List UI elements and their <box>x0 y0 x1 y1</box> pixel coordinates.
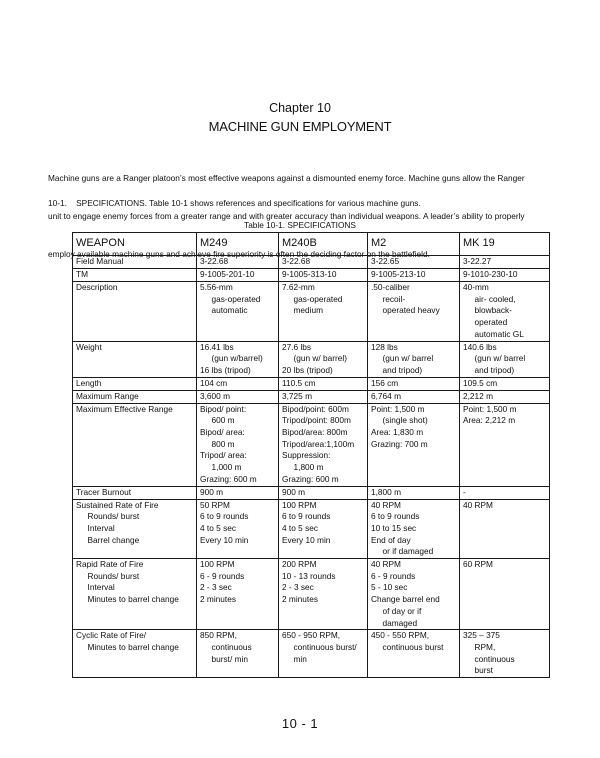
table-cell: 450 - 550 RPM, continuous burst <box>368 630 460 678</box>
table-cell: 3-22.65 <box>368 256 460 269</box>
table-cell: 40 RPM <box>460 499 550 559</box>
table-cell: 40 RPM 6 to 9 rounds 10 to 15 sec End of day or if damaged <box>368 499 460 559</box>
table-cell: 50 RPM 6 to 9 rounds 4 to 5 sec Every 10 min <box>197 499 279 559</box>
chapter-label: Chapter 10 <box>269 101 331 115</box>
table-cell: 1,800 m <box>368 486 460 499</box>
table-cell: 16.41 lbs (gun w/barrel) 16 lbs (tripod) <box>197 341 279 377</box>
table-cell: Bipod/ point: 600 m Bipod/ area: 800 m Tripod/ area: 1,000 m Grazing: 600 m <box>197 403 279 486</box>
table-cell: Description <box>73 282 197 342</box>
table-cell: 3-22.27 <box>460 256 550 269</box>
table-cell: Cyclic Rate of Fire/ Minutes to barrel change <box>73 630 197 678</box>
intro-line: unit to engage enemy forces from a greater range and with greater accuracy than individual weapons. A leader’s ability to properly <box>48 210 525 221</box>
table-cell: 2,212 m <box>460 390 550 403</box>
table-cell: Length <box>73 377 197 390</box>
table-cell: 6,764 m <box>368 390 460 403</box>
intro-line: employ available machine guns and achieve fire superiority is often the deciding factor on the battlefield. <box>48 248 430 259</box>
table-cell: 100 RPM 6 - 9 rounds 2 - 3 sec 2 minutes <box>197 559 279 630</box>
table-cell: Point: 1,500 m (single shot) Area: 1,830 m Grazing: 700 m <box>368 403 460 486</box>
header-cell: M2 <box>368 233 460 256</box>
table-row <box>73 282 550 342</box>
table-cell: 104 cm <box>197 377 279 390</box>
table-row <box>73 377 550 390</box>
table-cell: 650 - 950 RPM, continuous burst/ min <box>279 630 368 678</box>
header-cell: M249 <box>197 233 279 256</box>
table-cell: 7.62-mm gas-operated medium <box>279 282 368 342</box>
table-cell: 9-1005-213-10 <box>368 269 460 282</box>
header-cell: WEAPON <box>73 233 197 256</box>
table-cell: 9-1010-230-10 <box>460 269 550 282</box>
table-cell: Maximum Effective Range <box>73 403 197 486</box>
specifications-paragraph: 10-1. SPECIFICATIONS. Table 10-1 shows references and specifications for various machine guns. <box>48 198 421 208</box>
table-cell: TM <box>73 269 197 282</box>
table-cell: 40 RPM 6 - 9 rounds 5 - 10 sec Change barrel end of day or if damaged <box>368 559 460 630</box>
table-cell: 3,600 m <box>197 390 279 403</box>
table-cell: Rapid Rate of Fire Rounds/ burst Interval Minutes to barrel change <box>73 559 197 630</box>
table-cell: Point: 1,500 m Area: 2,212 m <box>460 403 550 486</box>
table-cell: 140.6 lbs (gun w/ barrel and tripod) <box>460 341 550 377</box>
table-cell: 109.5 cm <box>460 377 550 390</box>
table-row <box>73 256 550 269</box>
table-cell: Tracer Burnout <box>73 486 197 499</box>
table-cell: 900 m <box>279 486 368 499</box>
table-cell: 40-mm air- cooled, blowback- operated automatic GL <box>460 282 550 342</box>
table-caption: Table 10-1. SPECIFICATIONS <box>244 220 356 230</box>
table-cell: 3,725 m <box>279 390 368 403</box>
table-cell: 9-1005-313-10 <box>279 269 368 282</box>
table-cell: 325 – 375 RPM, continuous burst <box>460 630 550 678</box>
table-cell: Maximum Range <box>73 390 197 403</box>
table-cell: 128 lbs (gun w/ barrel and tripod) <box>368 341 460 377</box>
table-cell: 850 RPM, continuous burst/ min <box>197 630 279 678</box>
table-cell: Weight <box>73 341 197 377</box>
chapter-title: MACHINE GUN EMPLOYMENT <box>208 119 392 134</box>
table-row <box>73 341 550 377</box>
table-cell: Bipod/point: 600m Tripod/point: 800m Bipod/area: 800m Tripod/area:1,100m Suppression: 1,800 m Grazing: 600 m <box>279 403 368 486</box>
table-cell: 60 RPM <box>460 559 550 630</box>
table-cell: 27.6 lbs (gun w/ barrel) 20 lbs (tripod) <box>279 341 368 377</box>
table-cell: 110.5 cm <box>279 377 368 390</box>
header-cell: MK 19 <box>460 233 550 256</box>
specifications-table <box>72 232 550 678</box>
table-cell: 9-1005-201-10 <box>197 269 279 282</box>
header-cell: M240B <box>279 233 368 256</box>
table-cell: 900 m <box>197 486 279 499</box>
intro-line: Machine guns are a Ranger platoon’s most effective weapons against a dismounted enemy force. Machine guns allow the Ranger <box>48 173 525 184</box>
table-cell: 100 RPM 6 to 9 rounds 4 to 5 sec Every 10 min <box>279 499 368 559</box>
page-number: 10 - 1 <box>281 716 319 731</box>
table-cell: 5.56-mm gas-operated automatic <box>197 282 279 342</box>
table-row <box>73 559 550 630</box>
table-row <box>73 486 550 499</box>
table-cell: 3-22.68 <box>197 256 279 269</box>
table-row <box>73 403 550 486</box>
table-row <box>73 630 550 678</box>
table-row <box>73 269 550 282</box>
table-row <box>73 499 550 559</box>
table-cell: 3-22.68 <box>279 256 368 269</box>
table-cell: 200 RPM 10 - 13 rounds 2 - 3 sec 2 minutes <box>279 559 368 630</box>
table-cell: Field Manual <box>73 256 197 269</box>
table-cell: 156 cm <box>368 377 460 390</box>
table-header-row <box>73 233 550 256</box>
table-row <box>73 390 550 403</box>
table-cell: - <box>460 486 550 499</box>
table-cell: .50-caliber recoil- operated heavy <box>368 282 460 342</box>
table-cell: Sustained Rate of Fire Rounds/ burst Interval Barrel change <box>73 499 197 559</box>
